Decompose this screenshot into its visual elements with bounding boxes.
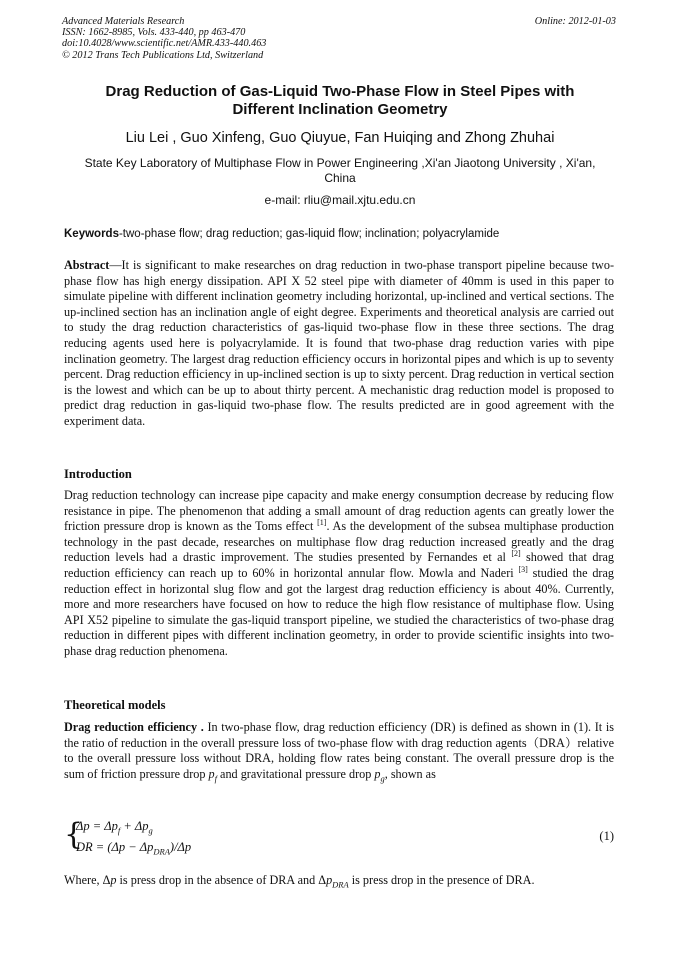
author-email[interactable]: e-mail: rliu@mail.xjtu.edu.cn (264, 193, 416, 207)
journal-issn: ISSN: 1662-8985, Vols. 433-440, pp 463-470 (62, 27, 246, 39)
affiliation-line-1: State Key Laboratory of Multiphase Flow in Power Engineering ,Xi'an Jiaotong University , Xi'an, (84, 156, 596, 170)
introduction-paragraph (64, 488, 614, 660)
affiliation (60, 156, 620, 186)
journal-header (62, 16, 616, 61)
dre-text-1: In two-phase flow, drag reduction efficiency (DR) is defined as shown in (1). It is the ratio of reduction in the overall pressure loss of two-phase flow with drag reduction agents（DRA）relative to the overall pressure loss without DRA, holding flow rates being constant. The overall pressure drop is the sum of friction pressure drop (64, 720, 614, 781)
symbol-pf-sub: f (214, 773, 217, 784)
drag-reduction-efficiency-paragraph (64, 720, 614, 782)
journal-name: Advanced Materials Research (62, 16, 185, 27)
dre-text-2: and gravitational pressure drop (217, 766, 375, 781)
intro-text-4: studied the drag reduction effect in horizontal slug flow and got the largest drag reduction efficiency is about 40%. Currently, more and more researchers have focused on how to reduce the high flow resistance of multiphase flow. Using API X52 pipeline to simulate the gas-liquid transport pipeline, we studied the characteristics of two-phase drag reduction in different pipes with different inclination geometry, in order to provide scientific insights into two-phase drag reduction phenomena. (64, 565, 614, 658)
keywords-text: -two-phase flow; drag reduction; gas-liquid flow; inclination; polyacrylamide (118, 228, 500, 240)
equation-line-2: DR = $(\Delta p - \Delta p_{DRA})/\Delta p$ (76, 840, 192, 857)
symbol-pg: p (374, 766, 381, 781)
intro-text-2: . As the development of the subsea multiphase production technology in the past decade, researches on multiphase flow drag reduction increased greatly and the drag reduction levels had a drastic improvement. The studies presented by Fernandes et al (64, 519, 614, 565)
journal-copyright: © 2012 Trans Tech Publications Ltd, Switzerland (62, 49, 264, 61)
authors: Liu Lei , Guo Xinfeng, Guo Qiuyue, Fan Huiqing and Zhong Zhuhai (125, 130, 555, 146)
dre-text-3: , shown as (384, 766, 436, 781)
citation-1[interactable]: [1] (317, 518, 327, 528)
equation-line-1: $\Delta p = \Delta p_f + \Delta p_g$ (76, 819, 153, 836)
where-paragraph: Where, Δp is press drop in the absence of DRA and $\Delta p_{DRA}$ is press drop in the presence of DRA. (64, 873, 535, 890)
intro-text-3: showed that drag reduction efficiency can reach up to 60% in horizontal annular flow. Mowla and Naderi (64, 550, 615, 580)
title-line-1: Drag Reduction of Gas-Liquid Two-Phase Flow in Steel Pipes with (105, 83, 575, 100)
citation-2[interactable]: [2] (511, 549, 521, 559)
symbol-pg-sub: g (380, 773, 385, 784)
section-heading-introduction: Introduction (64, 467, 132, 481)
symbol-pf: p (208, 766, 215, 781)
keywords (64, 228, 620, 240)
affiliation-line-2: China (324, 171, 356, 185)
subsection-label: Drag reduction efficiency . (64, 720, 204, 734)
title-line-2: Different Inclination Geometry (232, 101, 448, 118)
paper-title (60, 83, 620, 119)
abstract-label: Abstract (64, 258, 110, 272)
abstract (64, 258, 614, 430)
journal-doi[interactable]: doi:10.4028/www.scientific.net/AMR.433-440.463 (62, 38, 267, 50)
citation-3[interactable]: [3] (518, 564, 528, 574)
keywords-label: Keywords (64, 228, 119, 240)
section-heading-theoretical-models: Theoretical models (64, 698, 166, 712)
equation-brace: { (64, 817, 84, 852)
online-date: Online: 2012-01-03 (534, 16, 616, 27)
intro-text-1: Drag reduction technology can increase pipe capacity and make energy consumption decrease by reducing flow resistance in pipe. The phenomenon that adding a small amount of drag reduction agents can greatly lower the friction pressure drop is known as the Toms effect (64, 488, 614, 534)
equation-number: (1) (599, 829, 614, 843)
abstract-text: —It is significant to make researches on drag reduction in two-phase transport pipeline because two-phase flow has high energy dissipation. API X 52 steel pipe with diameter of 40mm is used in this paper to simulate pipeline with different inclination geometry including horizontal, up-inclined and vertical sections. The up-inclined section has an inclination angle of eight degree. Experiments and theoretical analysis are carried out to study the drag reduction characteristics of gas-liquid two-phase flow in these three sections. The drag reducing agents used here is polyacrylamide. It is found that two-phase drag reduction varies with pipe inclination geometry. The largest drag reduction efficiency occurs in horizontal pipes and which is up to seventy percent. Drag reduction efficiency in up-inclined section is up to sixty percent. Drag reduction in vertical section is the lowest and which can be up to about thirty percent. A mechanistic drag reduction model is proposed to predict drag reduction in gas-liquid two-phase flow. The results predicted are in good agreement with the experiment data. (64, 258, 614, 428)
equation-1 (64, 815, 614, 857)
